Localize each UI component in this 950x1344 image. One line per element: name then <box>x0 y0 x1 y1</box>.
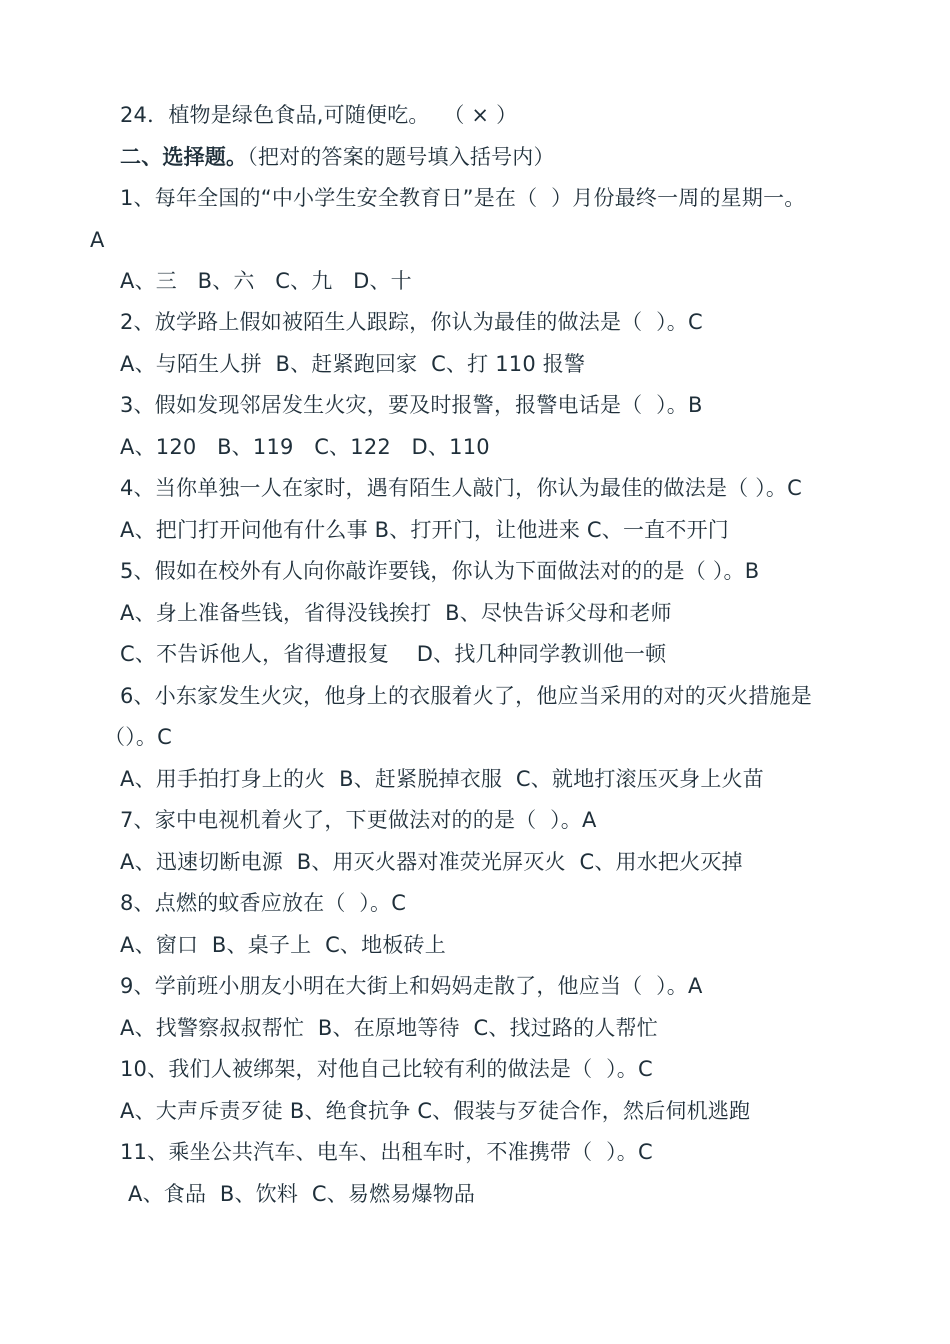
section-title: 二、选择题。 <box>120 145 248 169</box>
question-3: 3、假如发现邻居发生火灾，要及时报警，报警电话是（ ）。B <box>120 393 703 417</box>
question-8-options: A、窗口 B、桌子上 C、地板砖上 <box>120 933 446 957</box>
question-10-options: A、大声斥责歹徒 B、绝食抗争 C、假装与歹徒合作，然后伺机逃跑 <box>120 1099 751 1123</box>
question-6-options: A、用手拍打身上的火 B、赶紧脱掉衣服 C、就地打滚压灭身上火苗 <box>120 767 764 791</box>
question-1-options: A、三 B、六 C、九 D、十 <box>120 269 412 293</box>
question-10: 10、我们人被绑架，对他自己比较有利的做法是（ ）。C <box>120 1057 653 1081</box>
question-2-options: A、与陌生人拼 B、赶紧跑回家 C、打 110 报警 <box>120 352 586 376</box>
question-5-options-ab: A、身上准备些钱，省得没钱挨打 B、尽快告诉父母和老师 <box>120 601 672 625</box>
question-2: 2、放学路上假如被陌生人跟踪，你认为最佳的做法是（ ）。C <box>120 310 703 334</box>
section-heading-multiple-choice <box>120 142 555 172</box>
question-1-answer: A <box>90 228 105 252</box>
section-instruction: （把对的答案的题号填入括号内） <box>247 145 555 169</box>
question-6: 6、小东家发生火灾，他身上的衣服着火了，他应当采用的对的灭火措施是 <box>120 684 812 708</box>
question-9-options: A、找警察叔叔帮忙 B、在原地等待 C、找过路的人帮忙 <box>120 1016 658 1040</box>
question-7: 7、家中电视机着火了，下更做法对的的是（ ）。A <box>120 808 597 832</box>
question-6-answer: （）。C <box>104 725 172 749</box>
question-11-options: A、食品 B、饮料 C、易燃易爆物品 <box>128 1182 476 1206</box>
question-4-options: A、把门打开问他有什么事 B、打开门，让他进来 C、一直不开门 <box>120 518 729 542</box>
question-8: 8、点燃的蚊香应放在（ ）。C <box>120 891 407 915</box>
question-11: 11、乘坐公共汽车、电车、出租车时，不准携带（ ）。C <box>120 1140 653 1164</box>
question-24-true-false: 24．植物是绿色食品,可随便吃。 （ × ） <box>120 103 518 127</box>
question-7-options: A、迅速切断电源 B、用灭火器对准荧光屏灭火 C、用水把火灭掉 <box>120 850 743 874</box>
question-3-options: A、120 B、119 C、122 D、110 <box>120 435 490 459</box>
question-4: 4、当你单独一人在家时，遇有陌生人敲门，你认为最佳的做法是（ ）。C <box>120 476 802 500</box>
question-1: 1、每年全国的“中小学生安全教育日”是在（ ）月份最终一周的星期一。 <box>120 186 806 210</box>
question-5-options-cd: C、不告诉他人，省得遭报复 D、找几种同学教训他一顿 <box>120 642 667 666</box>
question-9: 9、学前班小朋友小明在大街上和妈妈走散了，他应当（ ）。A <box>120 974 703 998</box>
question-5: 5、假如在校外有人向你敲诈要钱，你认为下面做法对的的是（ ）。B <box>120 559 760 583</box>
